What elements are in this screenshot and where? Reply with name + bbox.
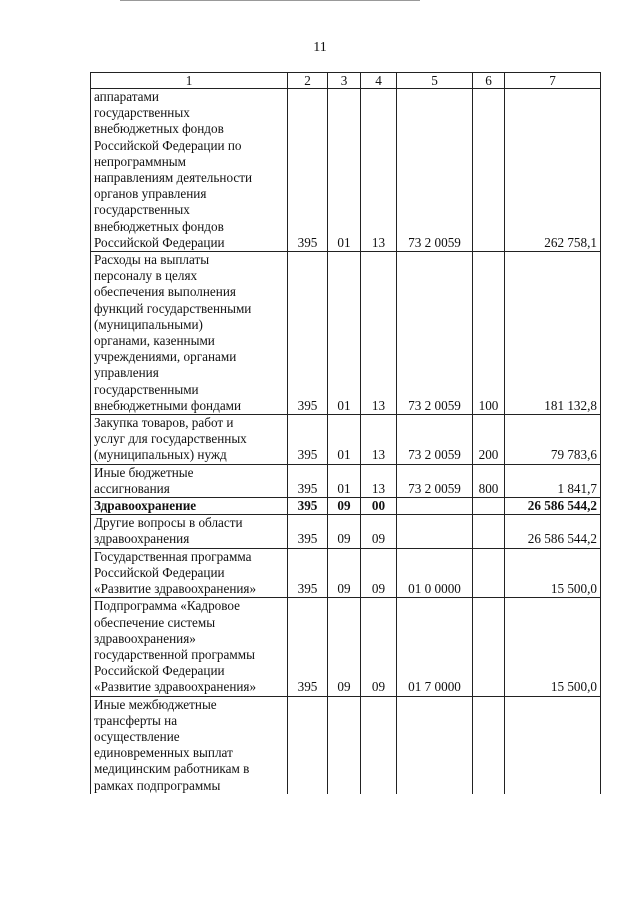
cell-amount [505,696,601,794]
row-name [91,252,288,415]
cell-amount: 262 758,1 [505,89,601,252]
cell-section [328,696,361,794]
cell-department: 395 [288,548,328,598]
cell-department: 395 [288,415,328,465]
cell-target-article: 73 2 0059 [397,89,473,252]
row-name [91,696,288,794]
row-name-text: Иные бюджетные ассигнования [94,464,194,496]
table-row [91,415,601,465]
page-top-rule [120,0,420,2]
cell-subsection: 00 [361,498,397,515]
row-name-text: Государственная программа Российской Федерации «Развитие здравоохранения» [94,548,257,597]
cell-target-article: 73 2 0059 [397,415,473,465]
cell-amount: 1 841,7 [505,464,601,497]
table-row [91,548,601,598]
cell-target-article: 73 2 0059 [397,252,473,415]
cell-section: 01 [328,415,361,465]
column-header: 5 [397,73,473,89]
table-row [91,89,601,252]
cell-expense-type: 200 [473,415,505,465]
row-name-text: Здравоохранение [94,498,197,514]
cell-amount: 26 586 544,2 [505,498,601,515]
cell-department: 395 [288,498,328,515]
cell-department [288,696,328,794]
cell-amount: 15 500,0 [505,548,601,598]
column-header: 2 [288,73,328,89]
cell-subsection: 13 [361,415,397,465]
row-name-text: Подпрограмма «Кадровое обеспечение системы здравоохранения» государственной программы Российской Федерации «Развитие здравоохранения» [94,598,257,695]
cell-expense-type [473,515,505,548]
cell-subsection: 13 [361,464,397,497]
cell-target-article [397,515,473,548]
cell-expense-type [473,548,505,598]
cell-department: 395 [288,515,328,548]
budget-table [90,72,601,794]
cell-target-article: 01 0 0000 [397,548,473,598]
row-name-text: Закупка товаров, работ и услуг для государственных (муниципальных) нужд [94,415,247,463]
table-header-row [91,73,601,89]
row-name [91,598,288,696]
table-row [91,515,601,548]
cell-amount: 26 586 544,2 [505,515,601,548]
cell-subsection: 09 [361,515,397,548]
cell-amount: 79 783,6 [505,415,601,465]
cell-expense-type: 800 [473,464,505,497]
cell-subsection: 13 [361,252,397,415]
cell-department: 395 [288,464,328,497]
cell-target-article: 73 2 0059 [397,464,473,497]
row-name [91,415,288,465]
cell-subsection: 09 [361,598,397,696]
cell-section: 01 [328,252,361,415]
cell-section: 09 [328,598,361,696]
table-row [91,696,601,794]
row-name-text: Иные межбюджетные трансферты на осуществление единовременных выплат медицинским работникам в рамках подпрограммы [94,696,250,793]
column-header: 3 [328,73,361,89]
row-name-text: Другие вопросы в области здравоохранения [94,515,243,547]
cell-target-article [397,498,473,515]
cell-subsection: 13 [361,89,397,252]
cell-amount: 181 132,8 [505,252,601,415]
cell-section: 01 [328,464,361,497]
column-header: 7 [505,73,601,89]
cell-subsection: 09 [361,548,397,598]
row-name [91,548,288,598]
column-header: 6 [473,73,505,89]
cell-section: 09 [328,548,361,598]
table-row [91,464,601,497]
row-name [91,498,288,515]
cell-department: 395 [288,89,328,252]
cell-expense-type [473,89,505,252]
cell-section: 01 [328,89,361,252]
table-row-section-total [91,498,601,515]
cell-section: 09 [328,515,361,548]
cell-target-article [397,696,473,794]
row-name [91,464,288,497]
cell-expense-type: 100 [473,252,505,415]
cell-subsection [361,696,397,794]
cell-department: 395 [288,598,328,696]
cell-expense-type [473,498,505,515]
page-number: 11 [313,40,327,55]
column-header: 4 [361,73,397,89]
cell-expense-type [473,598,505,696]
cell-amount: 15 500,0 [505,598,601,696]
row-name [91,515,288,548]
row-name-text: Расходы на выплаты персоналу в целях обеспечения выполнения функций государственными (муниципальными) органами, казенными учреждениями, органами управления государственными внебюджетными фондами [94,252,252,413]
column-header: 1 [91,73,288,89]
table-row [91,598,601,696]
row-name [91,89,288,252]
table-row [91,252,601,415]
cell-expense-type [473,696,505,794]
cell-section: 09 [328,498,361,515]
cell-target-article: 01 7 0000 [397,598,473,696]
cell-department: 395 [288,252,328,415]
row-name-text: аппаратами государственных внебюджетных фондов Российской Федерации по непрограммным направлениям деятельности органов управления государственных внебюджетных фондов Российской Федерации [94,89,253,250]
